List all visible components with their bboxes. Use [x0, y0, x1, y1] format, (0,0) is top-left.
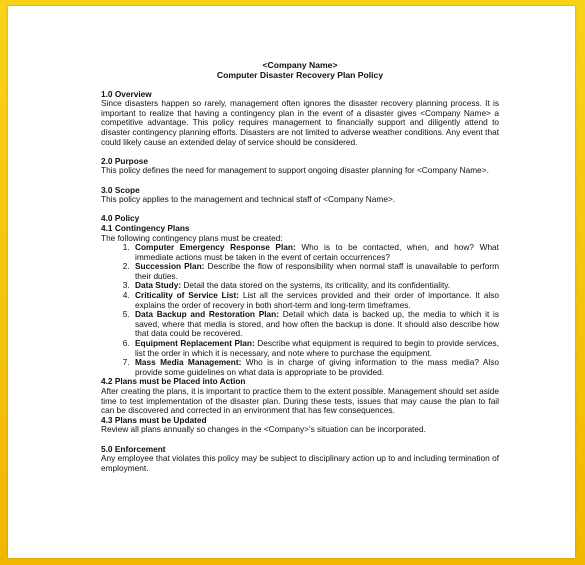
- overview-text: Since disasters happen so rarely, management often ignores the disaster recovery planning process. It is important to realize that having a contingency plan in the event of a disaster gives <Company Name> a competitive advantage. This policy requires management to financially support and diligently attend to disaster contingency planning efforts. Disasters are not limited to adverse weather conditions. Any event that could likely cause an extended delay of service should be considered.: [101, 98, 499, 147]
- plan-text: List all the services provided and their order of importance. It also explains the order of recovery in both short-term and long-term timeframes.: [135, 290, 499, 310]
- purpose-heading: 2.0 Purpose: [101, 155, 149, 166]
- placed-heading: 4.2 Plans must be Placed into Action: [101, 376, 246, 387]
- enforcement-text: Any employee that violates this policy may be subject to disciplinary action up to and including termination of employment.: [101, 453, 499, 473]
- overview-heading: 1.0 Overview: [101, 88, 152, 99]
- plan-label: Computer Emergency Response Plan:: [135, 242, 296, 253]
- list-item: [132, 291, 499, 310]
- list-item: [132, 358, 499, 377]
- company-name: <Company Name>: [262, 60, 338, 70]
- plan-label: Criticality of Service List:: [135, 290, 240, 301]
- plan-text: Detail which data is backed up, the media to which it is saved, where that media is stored, and how often the backup is done. It should also describe how that data could be recovered.: [135, 309, 499, 339]
- contingency-intro: The following contingency plans must be created:: [101, 232, 283, 243]
- purpose-text: This policy defines the need for management to support ongoing disaster planning for <Company Name>.: [101, 165, 489, 176]
- updated-heading: 4.3 Plans must be Updated: [101, 414, 207, 425]
- plan-text: Detail the data stored on the systems, its criticality, and its confidentiality.: [181, 280, 451, 291]
- list-item: [132, 243, 499, 262]
- scope-text: This policy applies to the management and technical staff of <Company Name>.: [101, 194, 396, 205]
- list-item: [132, 310, 499, 339]
- document-content: [101, 60, 499, 473]
- updated-text: Review all plans annually so changes in the <Company>'s situation can be incorporated.: [101, 424, 426, 435]
- plan-text: Who is to be contacted, when, and how? What immediate actions must be taken in the event of certain occurrences?: [135, 242, 499, 262]
- document-title: Computer Disaster Recovery Plan Policy: [216, 70, 384, 80]
- plan-text: Who is in charge of giving information to the mass media? Also provide some guidelines on what data is appropriate to be provided.: [135, 357, 499, 377]
- placed-text: After creating the plans, it is important to practice them to the extent possible. Management should set aside time to test implementation of the disaster plan. During these tests, issues that may cause the plan to fail can be discovered and corrected in an environment that has few consequences.: [101, 386, 499, 416]
- plan-text: Describe what equipment is required to begin to provide services, list the order in which it is necessary, and note where to purchase the equipment.: [135, 338, 499, 358]
- plan-label: Data Backup and Restoration Plan:: [135, 309, 279, 320]
- plan-label: Succession Plan:: [135, 261, 205, 272]
- plan-label: Mass Media Management:: [135, 357, 242, 368]
- plan-label: Data Study:: [135, 280, 182, 291]
- document-page: [8, 6, 575, 558]
- plan-label: Equipment Replacement Plan:: [135, 338, 255, 349]
- contingency-heading: 4.1 Contingency Plans: [101, 222, 190, 233]
- policy-heading: 4.0 Policy: [101, 213, 140, 224]
- scope-heading: 3.0 Scope: [101, 184, 140, 195]
- list-item: [132, 339, 499, 358]
- enforcement-heading: 5.0 Enforcement: [101, 443, 166, 454]
- list-item: [132, 262, 499, 281]
- plan-text: Describe the flow of responsibility when normal staff is unavailable to perform their duties.: [135, 261, 499, 281]
- plans-list: [101, 243, 499, 377]
